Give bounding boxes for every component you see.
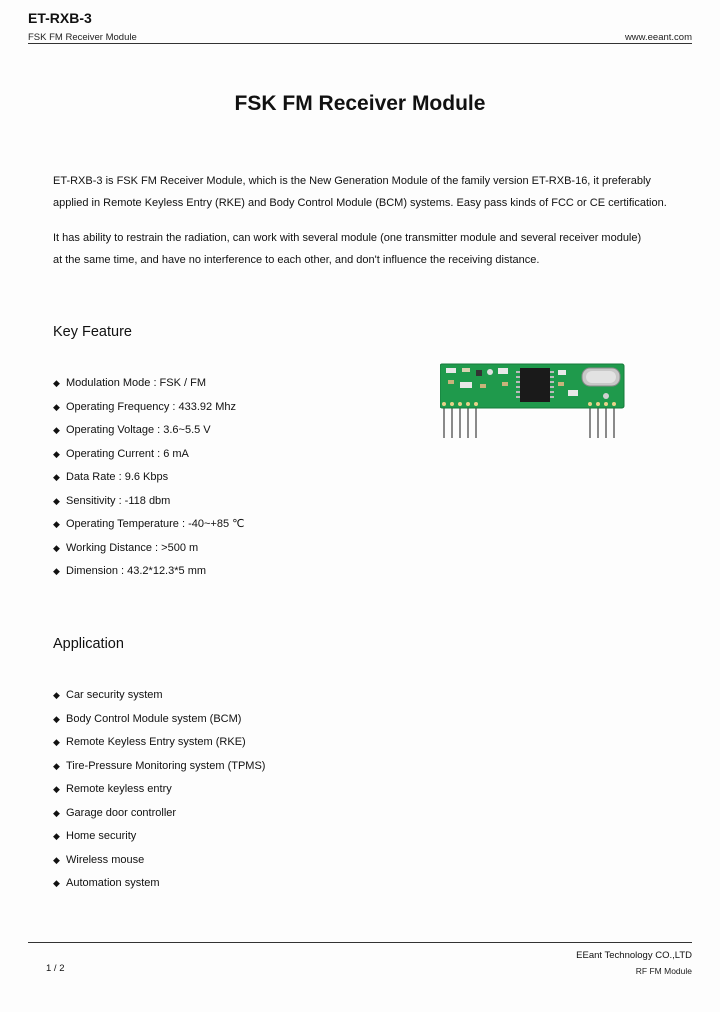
application-heading: Application xyxy=(53,636,124,652)
list-item: ◆ Data Rate : 9.6 Kbps xyxy=(53,471,169,483)
intro-p1-line-2: applied in Remote Keyless Entry (RKE) and Body Control Module (BCM) systems. Easy pass kinds of FCC or CE certification. xyxy=(53,196,667,209)
intro-p2-line-1: It has ability to restrain the radiation, can work with several module (one transmitter module and several receiver module) xyxy=(53,232,642,244)
list-item: ◆ Body Control Module system (BCM) xyxy=(53,712,242,725)
list-item: ◆ Home security xyxy=(53,830,137,842)
bullet-diamond-icon: ◆ xyxy=(53,566,60,576)
bullet-diamond-icon: ◆ xyxy=(53,378,60,388)
list-item: ◆ Operating Voltage : 3.6~5.5 V xyxy=(53,424,211,436)
header-subtitle: FSK FM Receiver Module xyxy=(28,32,137,43)
list-item: ◆ Operating Temperature : -40~+85 ℃ xyxy=(53,518,245,530)
list-item: ◆ Modulation Mode : FSK / FM xyxy=(53,377,206,389)
header-website: www.eeant.com xyxy=(624,32,692,43)
bullet-diamond-icon: ◆ xyxy=(53,737,60,747)
page-number: 1 / 2 xyxy=(46,963,65,974)
bullet-diamond-icon: ◆ xyxy=(53,401,60,412)
footer-subtitle: RF FM Module xyxy=(635,966,692,976)
bullet-diamond-icon: ◆ xyxy=(53,854,60,865)
bullet-diamond-icon: ◆ xyxy=(53,713,60,724)
footer-company: EEant Technology CO.,LTD xyxy=(576,950,692,961)
bullet-diamond-icon: ◆ xyxy=(53,472,60,482)
intro-p2-line-2: at the same time, and have no interference to each other, and don't influence the receiving distance. xyxy=(53,253,540,266)
bullet-diamond-icon: ◆ xyxy=(53,831,60,841)
bullet-diamond-icon: ◆ xyxy=(53,495,60,506)
list-item: ◆ Operating Current : 6 mA xyxy=(53,447,189,460)
bullet-diamond-icon: ◆ xyxy=(53,807,60,818)
header-divider xyxy=(28,43,692,44)
list-item: ◆ Wireless mouse xyxy=(53,853,145,866)
key-feature-list xyxy=(53,375,244,587)
bullet-diamond-icon: ◆ xyxy=(53,425,60,435)
bullet-diamond-icon: ◆ xyxy=(53,784,60,794)
list-item: ◆ Working Distance : >500 m xyxy=(53,541,199,554)
list-item: ◆ Tire-Pressure Monitoring system (TPMS) xyxy=(53,759,266,772)
header-model: ET-RXB-3 xyxy=(28,10,92,26)
application-list xyxy=(53,687,265,899)
list-item: ◆ Dimension : 43.2*12.3*5 mm xyxy=(53,565,207,577)
list-item: ◆ Sensitivity : -118 dbm xyxy=(53,494,171,507)
intro-p1-line-1: ET-RXB-3 is FSK FM Receiver Module, which is the New Generation Module of the family version ET-RXB-16, it preferably xyxy=(53,175,651,187)
intro-paragraph-2 xyxy=(53,228,693,271)
intro-paragraph-1 xyxy=(53,171,693,214)
bullet-diamond-icon: ◆ xyxy=(53,448,60,459)
list-item: ◆ Remote Keyless Entry system (RKE) xyxy=(53,736,246,748)
bullet-diamond-icon: ◆ xyxy=(53,760,60,771)
bullet-diamond-icon: ◆ xyxy=(53,690,60,700)
list-item: ◆ Operating Frequency : 433.92 Mhz xyxy=(53,400,236,413)
bullet-diamond-icon: ◆ xyxy=(53,519,60,529)
list-item: ◆ Car security system xyxy=(53,689,163,701)
bullet-diamond-icon: ◆ xyxy=(53,542,60,553)
receiver-module-image xyxy=(440,362,628,442)
list-item: ◆ Garage door controller xyxy=(53,806,177,819)
key-feature-heading: Key Feature xyxy=(53,324,132,340)
bullet-diamond-icon: ◆ xyxy=(53,878,60,888)
document-title: FSK FM Receiver Module xyxy=(234,92,486,115)
footer-divider xyxy=(28,942,692,943)
list-item: ◆ Remote keyless entry xyxy=(53,783,172,795)
list-item: ◆ Automation system xyxy=(53,877,160,889)
